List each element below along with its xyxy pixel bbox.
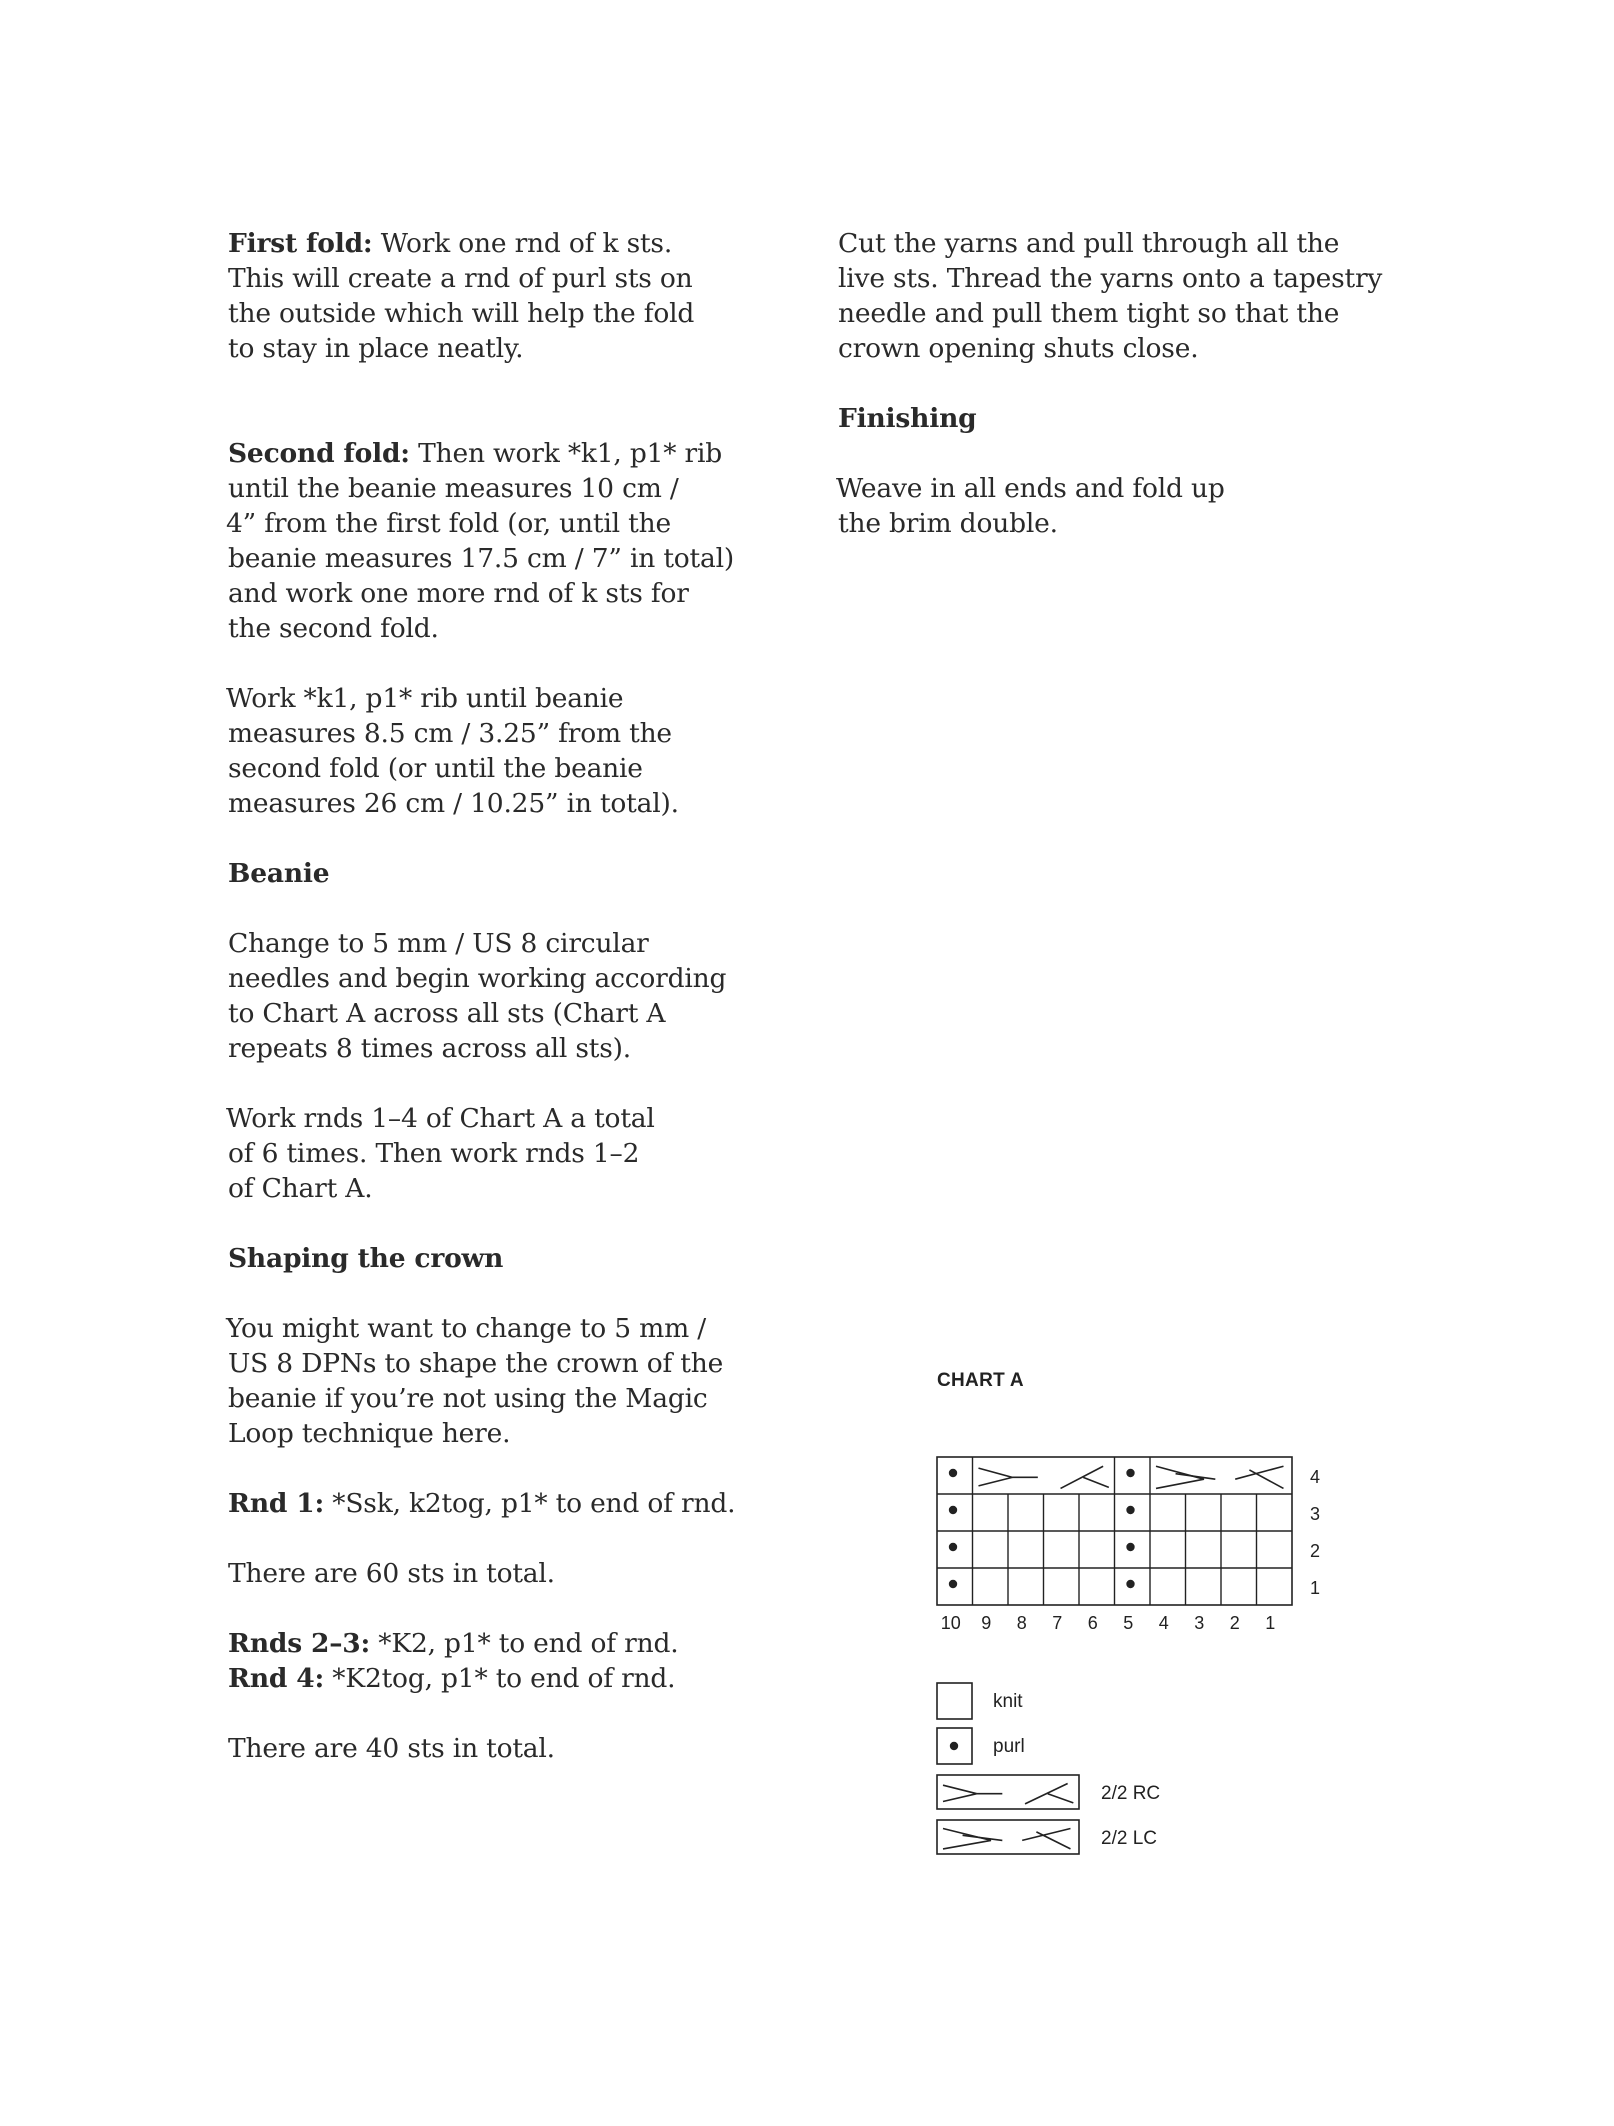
purl-dot	[1126, 1580, 1134, 1588]
right-column	[836, 226, 1383, 541]
chart-column-number: 5	[1123, 1613, 1134, 1633]
second-fold-line: beanie measures 17.5 cm / 7” in total)	[228, 543, 734, 574]
cable-lc-stroke	[1176, 1474, 1216, 1480]
rnds-paragraph	[228, 1101, 698, 1206]
chart-a-title: CHART A	[937, 1370, 1024, 1391]
crown-line: You might want to change to 5 mm /	[226, 1313, 706, 1344]
beanie-heading: Beanie	[228, 858, 330, 889]
cable-lc-stroke	[1022, 1829, 1070, 1841]
chart-column-number: 7	[1052, 1613, 1063, 1633]
rib-line: second fold (or until the beanie	[228, 753, 643, 784]
first-fold-line: to stay in place neatly.	[228, 333, 524, 364]
cable-lc-stroke	[963, 1835, 1003, 1840]
first-fold-paragraph	[228, 226, 698, 366]
rib-line: Work *k1, p1* rib until beanie	[226, 683, 624, 714]
chart-row-number: 4	[1310, 1467, 1321, 1487]
chart-row-number: 1	[1310, 1578, 1321, 1598]
crown-line: US 8 DPNs to shape the crown of the	[228, 1348, 724, 1379]
rnd4-text: *K2tog, p1* to end of rnd.	[324, 1663, 676, 1694]
cut-line: Cut the yarns and pull through all the	[838, 228, 1340, 259]
purl-dot	[1126, 1543, 1134, 1551]
finishing-line: the brim double.	[838, 508, 1058, 539]
cable-rc-stroke	[1061, 1466, 1104, 1488]
legend-purl-dot	[950, 1742, 958, 1750]
chart-column-number: 1	[1265, 1613, 1276, 1633]
chart-column-number: 4	[1158, 1613, 1169, 1633]
purl-dot	[949, 1506, 957, 1514]
chart-a-grid	[937, 1457, 1320, 1633]
legend-cable-lc-box	[937, 1820, 1079, 1854]
purl-dot	[949, 1469, 957, 1477]
rnd1-label: Rnd 1:	[228, 1488, 325, 1519]
rnds23-label: Rnds 2–3:	[228, 1628, 371, 1659]
rnds23-4-instructions	[228, 1626, 698, 1696]
crown-line: beanie if you’re not using the Magic	[228, 1383, 708, 1414]
second-fold-line: and work one more rnd of k sts for	[228, 578, 689, 609]
rnd4-label: Rnd 4:	[228, 1663, 325, 1694]
crown-heading: Shaping the crown	[228, 1243, 504, 1274]
cut-paragraph	[838, 226, 1383, 366]
cable-lc-stroke	[1249, 1470, 1283, 1489]
chart-column-number: 8	[1016, 1613, 1027, 1633]
finishing-heading: Finishing	[838, 403, 977, 434]
first-fold-line: Work one rnd of k sts.	[372, 228, 673, 259]
chart-row-number: 3	[1310, 1504, 1321, 1524]
rnd1-text: *Ssk, k2tog, p1* to end of rnd.	[324, 1488, 736, 1519]
second-fold-line: 4” from the first fold (or, until the	[226, 508, 671, 539]
rnds-line: of 6 times. Then work rnds 1–2	[228, 1138, 640, 1169]
legend-knit-box-box	[937, 1683, 972, 1719]
chart-column-number: 3	[1194, 1613, 1205, 1633]
rnds23-text: *K2, p1* to end of rnd.	[370, 1628, 679, 1659]
rib-paragraph	[228, 681, 698, 821]
first-fold-line: This will create a rnd of purl sts on	[228, 263, 693, 294]
cut-line: crown opening shuts close.	[838, 333, 1199, 364]
legend-label: knit	[993, 1691, 1023, 1712]
beanie-line: repeats 8 times across all sts).	[228, 1033, 631, 1064]
cable-lc-stroke	[1036, 1832, 1070, 1849]
rnd1-instruction	[228, 1486, 736, 1521]
sts60-text: There are 60 sts in total.	[228, 1558, 555, 1589]
second-fold-line: until the beanie measures 10 cm /	[228, 473, 679, 504]
beanie-paragraph	[228, 926, 727, 1066]
cable-rc-stroke	[943, 1785, 977, 1801]
chart-column-number: 9	[981, 1613, 992, 1633]
cut-line: needle and pull them tight so that the	[838, 298, 1340, 329]
finishing-line: Weave in all ends and fold up	[836, 473, 1225, 504]
legend-label: purl	[993, 1736, 1025, 1757]
purl-dot	[949, 1543, 957, 1551]
first-fold-line: the outside which will help the fold	[228, 298, 695, 329]
legend-cable-rc-box	[937, 1775, 1079, 1809]
legend-label: 2/2 LC	[1101, 1828, 1157, 1849]
cable-rc-stroke	[979, 1468, 1013, 1486]
cable-lc-stroke	[1235, 1466, 1283, 1479]
crown-line: Loop technique here.	[228, 1418, 511, 1449]
chart-column-number: 10	[940, 1613, 961, 1633]
left-column	[226, 226, 736, 1766]
cable-rc-stroke	[1025, 1784, 1068, 1804]
chart-column-number: 6	[1087, 1613, 1098, 1633]
beanie-line: needles and begin working according	[228, 963, 727, 994]
purl-dot	[1126, 1506, 1134, 1514]
sts40-text: There are 40 sts in total.	[228, 1733, 555, 1764]
cable-rc-stroke	[1083, 1477, 1109, 1487]
rib-line: measures 8.5 cm / 3.25” from the	[228, 718, 672, 749]
second-fold-line: Then work *k1, p1* rib	[409, 438, 723, 469]
chart-a-figure	[930, 1440, 1350, 1890]
finishing-paragraph	[838, 471, 1358, 541]
second-fold-line: the second fold.	[228, 613, 439, 644]
second-fold-paragraph	[226, 436, 734, 646]
legend-label: 2/2 RC	[1101, 1783, 1161, 1804]
chart-column-number: 2	[1229, 1613, 1240, 1633]
rnds-line: of Chart A.	[228, 1173, 373, 1204]
chart-row-number: 2	[1310, 1541, 1321, 1561]
purl-dot	[1126, 1469, 1134, 1477]
second-fold-label: Second fold:	[228, 438, 410, 469]
beanie-line: to Chart A across all sts (Chart A	[228, 998, 666, 1029]
cable-rc-stroke	[1048, 1794, 1074, 1803]
cut-line: live sts. Thread the yarns onto a tapestry	[838, 263, 1383, 294]
rib-line: measures 26 cm / 10.25” in total).	[228, 788, 679, 819]
rnds-line: Work rnds 1–4 of Chart A a total	[226, 1103, 655, 1134]
first-fold-label: First fold:	[228, 228, 373, 259]
chart-a-legend	[937, 1683, 1160, 1854]
purl-dot	[949, 1580, 957, 1588]
beanie-line: Change to 5 mm / US 8 circular	[228, 928, 649, 959]
crown-paragraph	[226, 1311, 724, 1451]
